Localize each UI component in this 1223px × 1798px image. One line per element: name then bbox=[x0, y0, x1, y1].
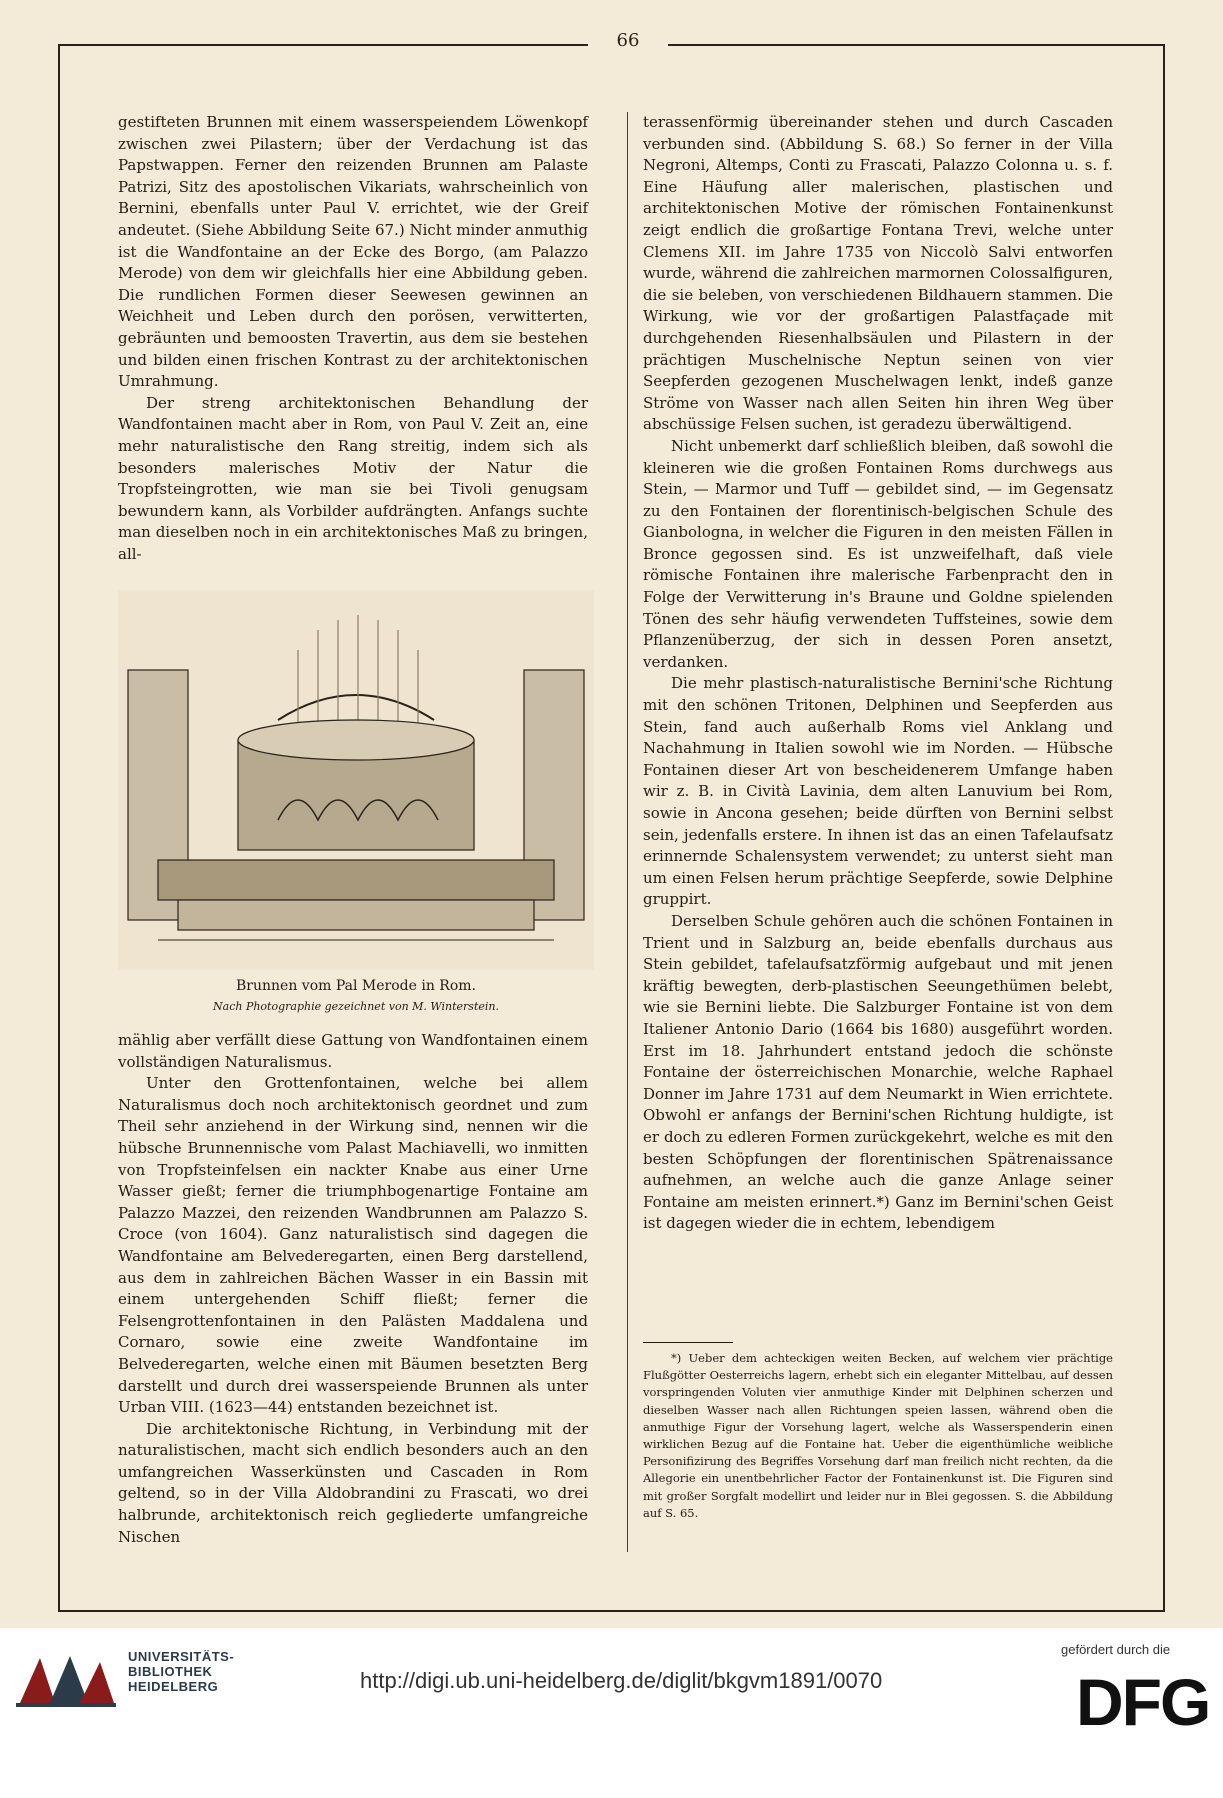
paragraph: Die mehr plastisch-naturalistische Bernini'sche Richtung mit den schönen Tritonen, Delphinen und Seepferden aus Stein, fand auch außerhalb Roms viel Anklang und Nachahmung in Italien sowohl wie im Norden. — Hübsche Fontainen dieser Art von bescheidenerem Umfange haben wir z. B. in Cività Lavinia, dem alten Lanuvium bei Rom, sowie in Ancona gesehen; beide dürften von Bernini selbst sein, jedenfalls erstere. In ihnen ist das an einen Tafelaufsatz erinnernde Schalensystem verwendet; zu unterst sieht man um einen Felsen herum prächtige Seepferde, sowie Delphine gruppirt. bbox=[643, 674, 1113, 909]
dfg-logo[interactable]: DFG bbox=[1076, 1665, 1210, 1739]
library-name-line: UNIVERSITÄTS- bbox=[128, 1649, 235, 1664]
paragraph: Der streng architektonischen Behandlung der Wandfontainen macht aber in Rom, von Paul V. Zeit an, eine mehr naturalistische den Rang streitig, indem sich als besonders malerisches Motiv der Natur die Tropfsteingrotten, wie man sie bei Tivoli genugsam bewundern kann, als Vorbilder aufdrängten. Anfangs suchte man dieselben noch in ein architektonisches Maß zu bringen, all- bbox=[118, 393, 588, 563]
paragraph: mählig aber verfällt diese Gattung von Wandfontainen einem vollständigen Naturalismus. bbox=[118, 1031, 588, 1071]
left-column-top bbox=[118, 112, 588, 565]
footnote-rule bbox=[643, 1342, 733, 1343]
fountain-engraving bbox=[118, 590, 594, 970]
paragraph: terassenförmig übereinander stehen und durch Cascaden verbunden sind. (Abbildung S. 68.) So ferner in der Villa Negroni, Altemps, Conti zu Frascati, Palazzo Colonna u. s. f. Eine Häufung aller malerischen, plastischen und architektonischen Motive der römischen Fontainenkunst zeigt endlich die großartige Fontana Trevi, welche unter Clemens XII. im Jahre 1735 von Niccolò Salvi entworfen wurde, während die zahlreichen marmornen Colossalfiguren, die sie beleben, von verschiedenen Bildhauern stammen. Die Wirkung, wie vor der großartigen Palastfaçade mit durchgehenden Riesenhalbsäulen und Pilastern in der prächtigen Muschelnische Neptun seinen von vier Seepferden gezogenen Muschelwagen lenkt, indeß ganze Ströme von Wasser nach allen Seiten hin ihren Weg über abschüssige Felsen suchen, ist geradezu überwältigend. bbox=[643, 113, 1113, 434]
footnote-text: *) Ueber dem achteckigen weiten Becken, auf welchem vier prächtige Flußgötter Oesterreichs lagern, erhebt sich ein eleganter Mittelbau, auf dessen vorspringenden Voluten vier anmuthige Kinder mit Delphinen scherzen und dieselben Wasser nach allen Richtungen speien lassen, während oben die anmuthige Figur der Vorsehung lagert, welche als Wasserspenderin einen wirklichen Bezug auf die Fontaine hat. Ueber die eigenthümliche weibliche Personifizirung des Begriffes Vorsehung darf man freilich nicht rechten, da die Allegorie ein unentbehrlicher Factor der Fontainenkunst ist. Die Figuren sind mit großer Sorgfalt modellirt und leider nur in Blei gegossen. S. die Abbildung auf S. 65. bbox=[643, 1351, 1113, 1520]
paragraph: Unter den Grottenfontainen, welche bei allem Naturalismus doch noch architektonisch geordnet und zum Theil sehr anziehend in der Wirkung sind, nennen wir die hübsche Brunnennische vom Palast Machiavelli, wo inmitten von Tropfsteinfelsen ein nackter Knabe aus einer Urne Wasser gießt; ferner die triumphbogenartige Fontaine am Palazzo Mazzei, den reizenden Wandbrunnen am Palazzo S. Croce (von 1604). Ganz naturalistisch sind dagegen die Wandfontaine am Belvederegarten, einen Berg darstellend, aus dem in zahlreichen Bächen Wasser in ein Bassin mit einem untergehenden Schiff fließt; ferner die Felsengrottenfontainen in den Palästen Maddalena und Cornaro, sowie eine zweite Wandfontaine im Belvederegarten, welche einen mit Bäumen besetzten Berg darstellt und durch drei wasserspeiende Brunnen als unter Urban VIII. (1623—44) entstanden bezeichnet ist. bbox=[118, 1074, 588, 1417]
paragraph: Derselben Schule gehören auch die schönen Fontainen in Trient und in Salzburg an, beide ebenfalls durchaus aus Stein gebildet, tafelaufsatzförmig aufgebaut und mit jenen kräftig bewegten, derb-plastischen Seeungethümen belebt, wie sie Bernini liebte. Die Salzburger Fontaine ist von dem Italiener Antonio Dario (1664 bis 1680) ausgeführt worden. Erst im 18. Jahrhundert entstand jedoch die schönste Fontaine der österreichischen Monarchie, welche Raphael Donner im Jahre 1731 auf dem Neumarkt in Wien errichtete. Obwohl er anfangs der Bernini'schen Richtung huldigte, ist er doch zu edleren Formen zurückgekehrt, welche es mit den besten Schöpfungen der florentinischen Spätrenaissance aufnehmen, an welche auch die ganze Anlage seiner Fontaine am meisten erinnert.*) Ganz im Bernini'schen Geist ist dagegen wieder die in echtem, lebendigem bbox=[643, 911, 1113, 1233]
library-name-line: BIBLIOTHEK bbox=[128, 1664, 213, 1679]
right-column bbox=[643, 112, 1113, 1235]
paragraph: Nicht unbemerkt darf schließlich bleiben, daß sowohl die kleineren wie die großen Fontainen Roms durchwegs aus Stein, — Marmor und Tuff — gebildet sind, — im Gegensatz zu den Fontainen der florentinisch-belgischen Schule des Gianbologna, in welcher die Figuren in den meisten Fällen in Bronce gegossen sind. Es ist unzweifelhaft, daß viele römische Fontainen ihre malerische Farbenpracht den in Folge der Verwitterung in's Braune und Goldne spielenden Tönen des sehr häufig verwendeten Tuffsteines, sowie dem Pflanzenüberzug, der sich in dessen Poren ansetzt, verdanken. bbox=[643, 436, 1113, 671]
column-divider bbox=[627, 112, 628, 1552]
left-column-bottom bbox=[118, 1030, 588, 1548]
figure-credit: Nach Photographie gezeichnet von M. Winterstein. bbox=[213, 1000, 499, 1013]
viewer-footer bbox=[0, 1628, 1223, 1798]
permalink-url[interactable]: http://digi.ub.uni-heidelberg.de/diglit/bkgvm1891/0070 bbox=[360, 1668, 883, 1693]
page-number: 66 bbox=[616, 30, 640, 51]
library-name-line: HEIDELBERG bbox=[128, 1679, 219, 1694]
university-logo-icon[interactable] bbox=[10, 1648, 120, 1710]
paragraph: gestifteten Brunnen mit einem wasserspeiendem Löwenkopf zwischen zwei Pilastern; über der Verdachung ist das Papstwappen. Ferner den reizenden Brunnen am Palaste Patrizi, Sitz des apostolischen Vikariats, wahrscheinlich von Bernini, ebenfalls unter Paul V. errichtet, wie der Greif andeutet. (Siehe Abbildung Seite 67.) Nicht minder anmuthig ist die Wandfontaine an der Ecke des Borgo, (am Palazzo Merode) von dem wir gleichfalls hier eine Abbildung geben. Die rundlichen Formen dieser Seewesen gewinnen an Weichheit und Leben durch den porösen, verwitterten, gebräunten und bemoosten Travertin, aus dem sie bestehen und bilden einen frischen Kontrast zu der architektonischen Umrahmung. bbox=[118, 113, 588, 391]
paragraph: Die architektonische Richtung, in Verbindung mit der naturalistischen, macht sich endlich besonders auch an den umfangreichen Wasserkünsten und Cascaden in Rom geltend, so in der Villa Aldobrandini zu Frascati, wo drei halbrunde, architektonisch reich gegliederte umfangreiche Nischen bbox=[118, 1419, 588, 1546]
fountain-illustration bbox=[118, 590, 594, 970]
funding-note: gefördert durch die bbox=[1061, 1642, 1171, 1657]
figure-caption: Brunnen vom Pal Merode in Rom. bbox=[236, 978, 476, 994]
library-name[interactable] bbox=[128, 1649, 234, 1694]
footnote bbox=[643, 1350, 1113, 1522]
